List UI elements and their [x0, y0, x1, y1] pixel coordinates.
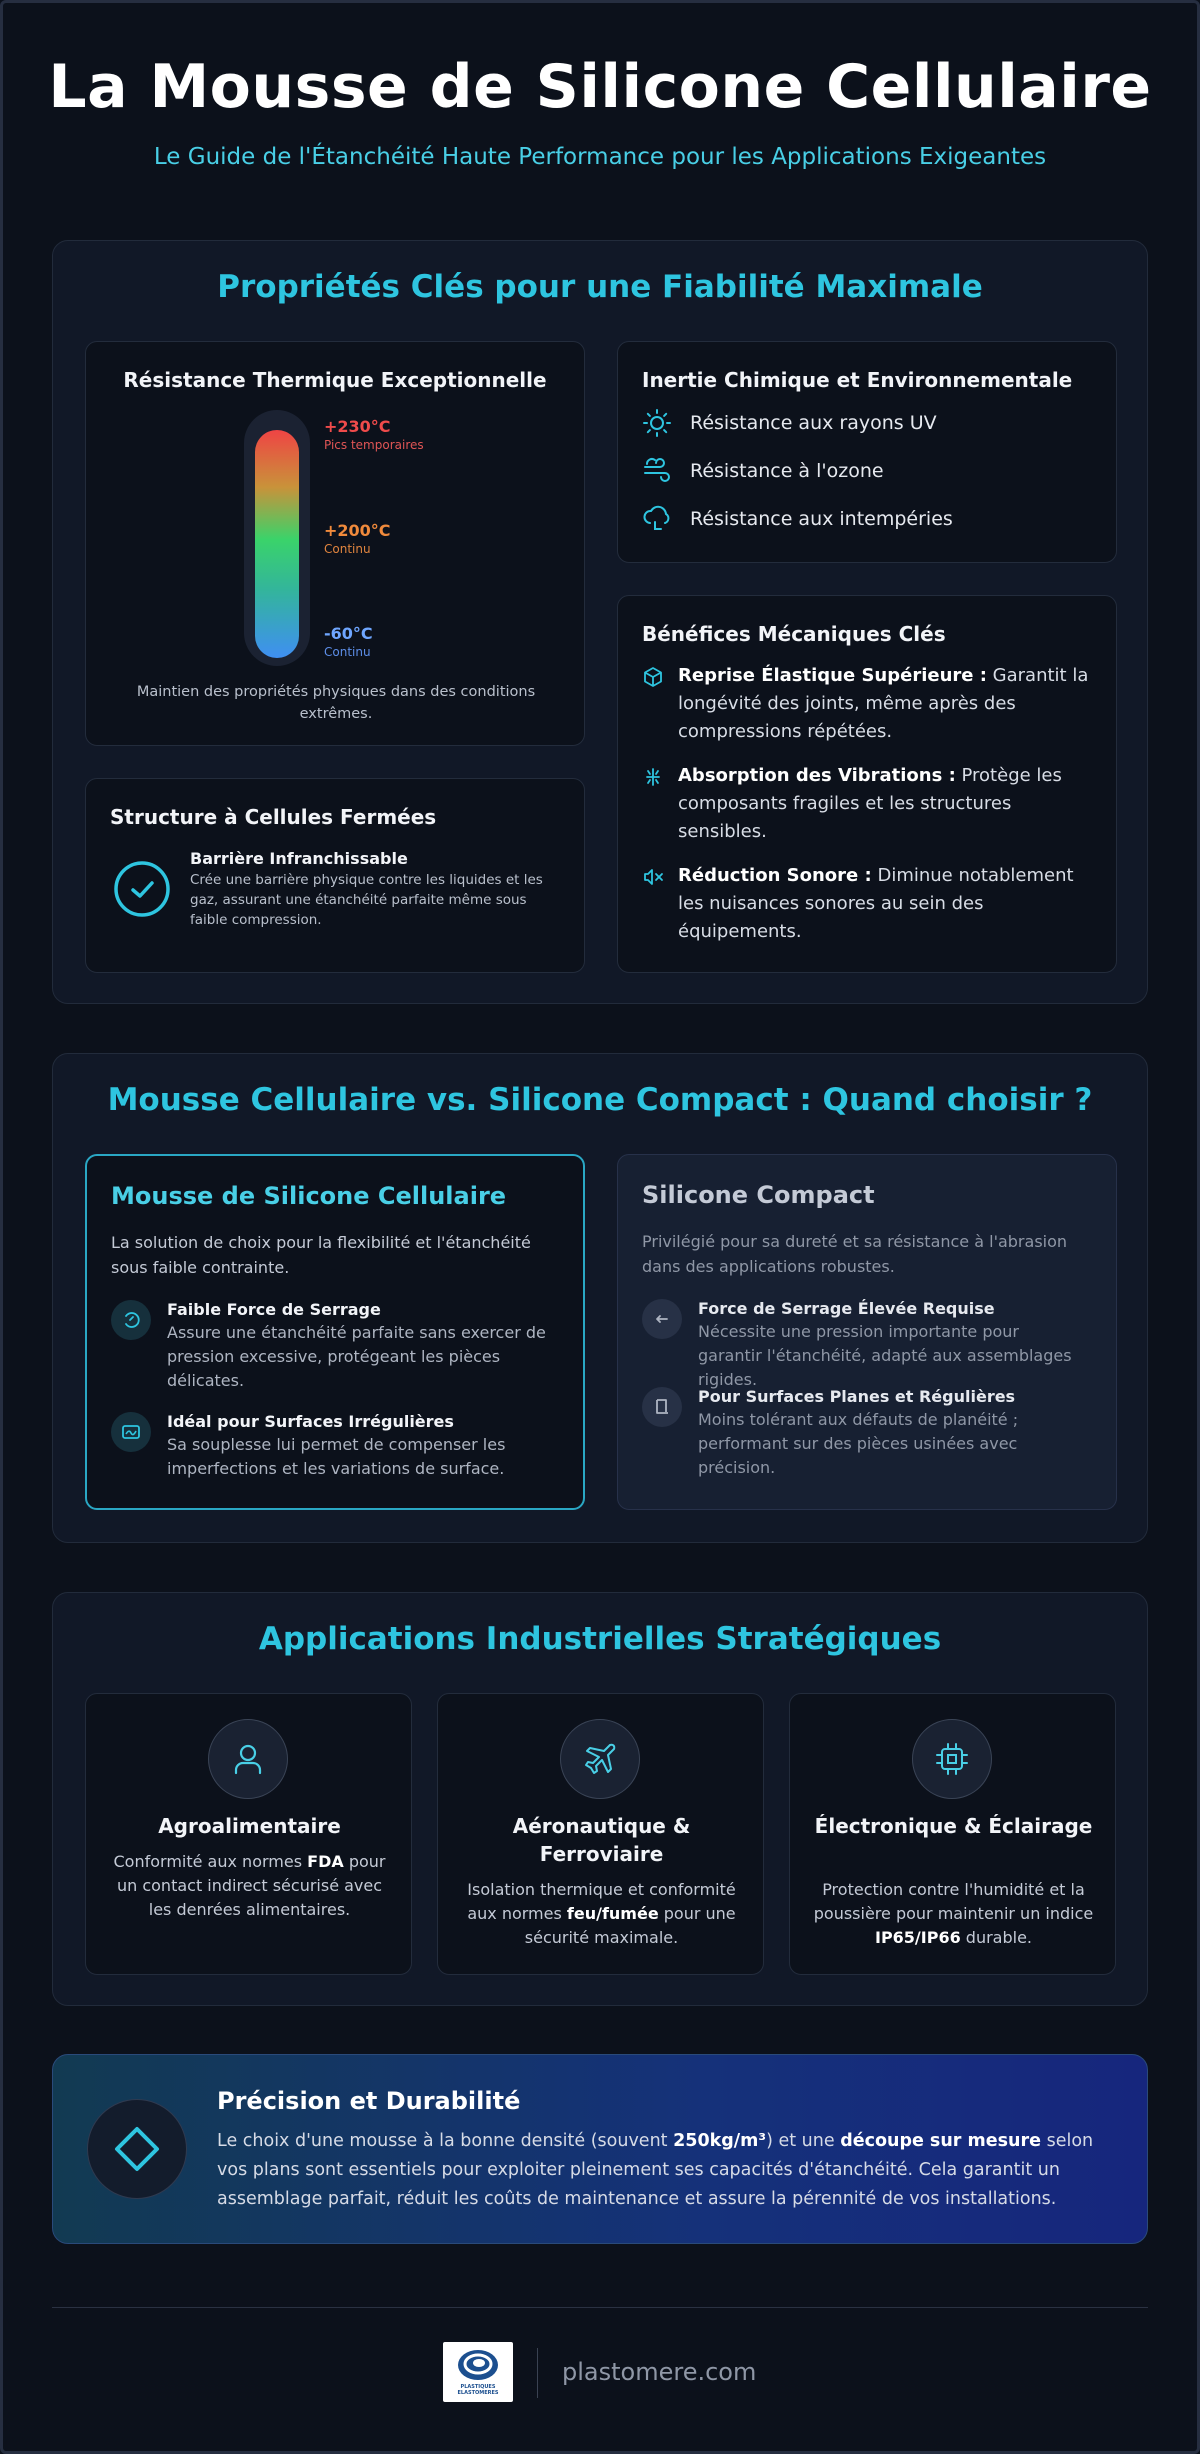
compact-item-high-force: [642, 1299, 1082, 1392]
cellular-title: Mousse de Silicone Cellulaire: [111, 1182, 507, 1210]
flat-surface-icon: [642, 1387, 682, 1427]
chemical-item-weather: [642, 504, 953, 534]
banner-title: Précision et Durabilité: [217, 2087, 521, 2115]
mechanical-bold-sound: Réduction Sonore :: [678, 865, 872, 886]
app-desc-aero: Isolation thermique et conformité aux normes feu/fumée pour une sécurité maximale.: [467, 1880, 736, 1947]
mute-icon: [642, 866, 664, 888]
app-desc-food: Conformité aux normes FDA pour un contact indirect sécurisé avec les denrées alimentaires.: [113, 1852, 386, 1919]
surface-icon: [111, 1412, 151, 1452]
temp-continuous-high: +200°C: [324, 521, 391, 540]
app-card-aero: [437, 1693, 764, 1975]
diamond-icon: [87, 2099, 187, 2199]
wind-icon: [642, 456, 672, 486]
cellular-item-irregular: [111, 1412, 551, 1481]
structure-text: Crée une barrière physique contre les liquides et les gaz, assurant une étanchéité parfaite même sous faible compression.: [190, 872, 543, 928]
precision-banner: [52, 2054, 1148, 2244]
compact-item-flat: [642, 1387, 1082, 1480]
cellular-item-text-2: Sa souplesse lui permet de compenser les imperfections et les variations de surface.: [167, 1435, 506, 1478]
mechanical-bold-vibration: Absorption des Vibrations :: [678, 765, 956, 786]
app-title-food: Agroalimentaire: [158, 1814, 341, 1838]
compact-card: [617, 1154, 1117, 1510]
temp-peak: +230°C: [324, 417, 391, 436]
temp-continuous-low-note: Continu: [324, 645, 371, 659]
app-title-aero: Aéronautique & Ferroviaire: [512, 1814, 691, 1866]
app-card-food: [85, 1693, 412, 1975]
compact-title: Silicone Compact: [642, 1181, 875, 1209]
cellular-item-heading-2: Idéal pour Surfaces Irrégulières: [167, 1412, 454, 1431]
mechanical-card: [617, 595, 1117, 973]
comparison-title: Mousse Cellulaire vs. Silicone Compact : Quand choisir ?: [107, 1082, 1093, 1118]
chemical-label-ozone: Résistance à l'ozone: [690, 460, 884, 482]
app-card-electronics: [789, 1693, 1116, 1975]
arrow-left-icon: [642, 1299, 682, 1339]
chemical-card: [617, 341, 1117, 563]
mechanical-text-elastic: Garantit la longévité des joints, même après des compressions répétées.: [678, 665, 1089, 742]
cellular-item-text-1: Assure une étanchéité parfaite sans exercer de pression excessive, protégeant les pièces délicates.: [167, 1323, 546, 1390]
page-title: La Mousse de Silicone Cellulaire: [48, 52, 1152, 122]
chemical-item-uv: [642, 408, 937, 438]
thermometer-icon: [244, 410, 310, 666]
banner-text: Le choix d'une mousse à la bonne densité (souvent 250kg/m³) et une découpe sur mesure selon vos plans sont essentiels pour exploiter pleinement ses capacités d'étanchéité. Cela garantit un assemblage parfait, réduit les coûts de maintenance et assure la pérennité de vos installations.: [217, 2131, 1094, 2209]
chemical-item-ozone: [642, 456, 884, 486]
properties-title: Propriétés Clés pour une Fiabilité Maximale: [217, 269, 983, 305]
compact-item-heading-2: Pour Surfaces Planes et Régulières: [698, 1387, 1016, 1406]
user-icon: [208, 1719, 288, 1799]
sun-icon: [642, 408, 672, 438]
thermal-title: Résistance Thermique Exceptionnelle: [123, 368, 547, 392]
gauge-icon: [111, 1300, 151, 1340]
structure-title: Structure à Cellules Fermées: [110, 805, 437, 829]
app-desc-electronics: Protection contre l'humidité et la poussière pour maintenir un indice IP65/IP66 durable.: [813, 1880, 1094, 1947]
chemical-label-weather: Résistance aux intempéries: [690, 508, 953, 530]
mechanical-text-sound: Diminue notablement les nuisances sonores au sein des équipements.: [678, 865, 1074, 942]
company-logo[interactable]: [443, 2342, 513, 2402]
thermometer-gradient: [255, 430, 299, 658]
chemical-label-uv: Résistance aux rayons UV: [690, 412, 937, 434]
temp-continuous-low: -60°C: [324, 624, 373, 643]
page-subtitle: Le Guide de l'Étanchéité Haute Performance pour les Applications Exigeantes: [153, 144, 1047, 170]
compact-item-text-2: Moins tolérant aux défauts de planéité ; performant sur des pièces usinées avec précision.: [698, 1410, 1019, 1477]
temp-peak-note: Pics temporaires: [324, 438, 424, 452]
mechanical-item-elastic: [642, 662, 1102, 746]
cube-icon: [642, 666, 664, 688]
applications-section: [52, 1592, 1148, 2006]
footer-separator: [537, 2348, 538, 2398]
website-link[interactable]: plastomere.com: [562, 2358, 757, 2386]
thermal-card: [85, 341, 585, 746]
compact-item-text-1: Nécessite une pression importante pour garantir l'étanchéité, adapté aux assemblages rigides.: [698, 1322, 1072, 1389]
cellular-intro: La solution de choix pour la flexibilité et l'étanchéité sous faible contrainte.: [111, 1233, 531, 1277]
cellular-card: [85, 1154, 585, 1510]
mechanical-item-sound: [642, 862, 1102, 946]
cellular-item-heading-1: Faible Force de Serrage: [167, 1300, 381, 1319]
footer-divider: [52, 2307, 1148, 2308]
plane-icon: [560, 1719, 640, 1799]
chip-icon: [912, 1719, 992, 1799]
structure-heading: Barrière Infranchissable: [190, 849, 408, 868]
thermal-caption: Maintien des propriétés physiques dans des conditions extrêmes.: [136, 684, 536, 722]
mechanical-title: Bénéfices Mécaniques Clés: [642, 622, 946, 646]
hero: [0, 52, 1200, 170]
properties-section: [52, 240, 1148, 1004]
chemical-title: Inertie Chimique et Environnementale: [642, 368, 1073, 392]
check-circle-icon: [112, 859, 172, 919]
cellular-item-low-force: [111, 1300, 551, 1393]
mechanical-item-vibration: [642, 762, 1102, 846]
compact-item-heading-1: Force de Serrage Élevée Requise: [698, 1299, 995, 1318]
temp-continuous-high-note: Continu: [324, 542, 371, 556]
logo-text: PLASTIQUES ELASTOMERES: [457, 2384, 499, 2396]
mechanical-text-vibration: Protège les composants fragiles et les structures sensibles.: [678, 765, 1062, 842]
app-title-electronics: Électronique & Éclairage: [814, 1814, 1093, 1838]
structure-card: [85, 778, 585, 973]
compact-intro: Privilégié pour sa dureté et sa résistance à l'abrasion dans des applications robustes.: [642, 1232, 1068, 1276]
applications-title: Applications Industrielles Stratégiques: [258, 1621, 942, 1657]
mechanical-bold-elastic: Reprise Élastique Supérieure :: [678, 665, 987, 686]
comparison-section: [52, 1053, 1148, 1543]
cloud-rain-icon: [642, 504, 672, 534]
vibration-icon: [642, 766, 664, 788]
